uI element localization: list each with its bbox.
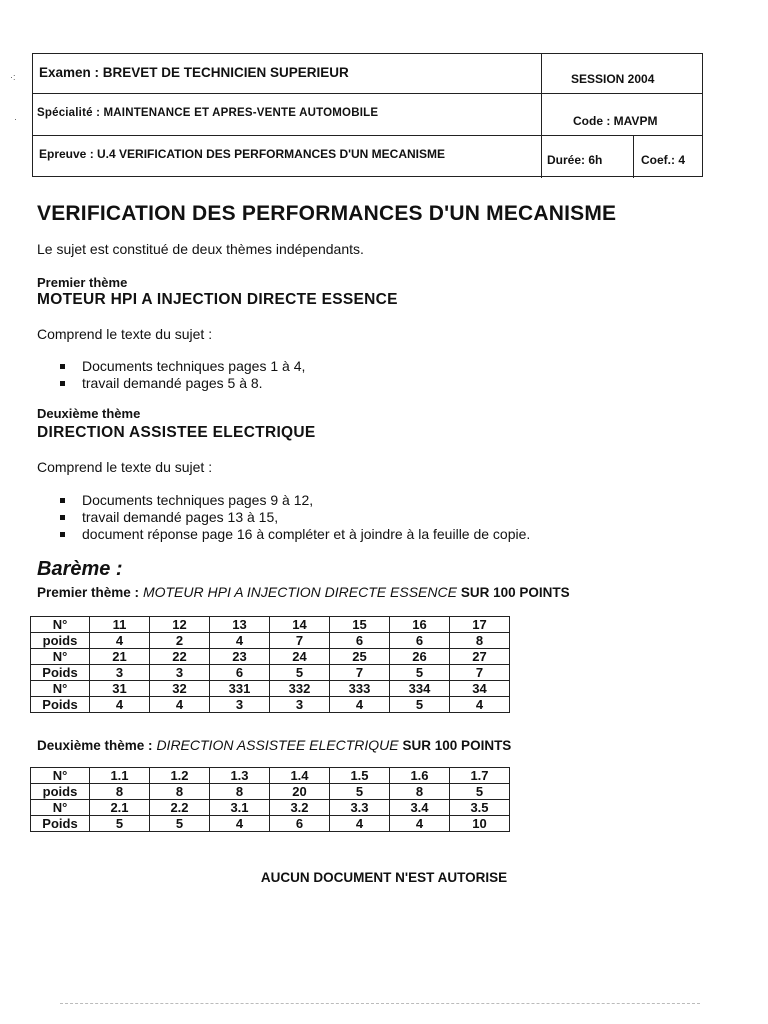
table-row [31, 633, 510, 649]
table-cell: 3 [210, 697, 270, 713]
list-item: travail demandé pages 5 à 8. [58, 375, 305, 392]
list-item: document réponse page 16 à compléter et à joindre à la feuille de copie. [58, 526, 530, 543]
table-cell: 8 [90, 784, 150, 800]
table-cell: 3.4 [390, 800, 450, 816]
table-cell: 3 [270, 697, 330, 713]
bareme-table-theme2 [30, 767, 510, 832]
table-cell: 4 [150, 697, 210, 713]
table-cell: 2.1 [90, 800, 150, 816]
table-cell: 5 [450, 784, 510, 800]
table-cell: 1.5 [330, 768, 390, 784]
table-cell: 1.4 [270, 768, 330, 784]
duree: Durée: 6h [547, 153, 603, 167]
table-cell: 4 [90, 633, 150, 649]
table-cell: 1.2 [150, 768, 210, 784]
table-cell: 14 [270, 617, 330, 633]
table-row [31, 681, 510, 697]
table-cell: 15 [330, 617, 390, 633]
page-title: VERIFICATION DES PERFORMANCES D'UN MECANISME [37, 202, 617, 225]
table-cell: 4 [450, 697, 510, 713]
bareme-theme1-points: SUR 100 POINTS [460, 585, 570, 600]
table-cell: 4 [390, 816, 450, 832]
table-row [31, 665, 510, 681]
bareme-theme2-label: Deuxième thème : [37, 738, 153, 753]
table-cell: 3.5 [450, 800, 510, 816]
row-label-cell: Poids [31, 816, 90, 832]
row-label-cell: N° [31, 768, 90, 784]
specialite: Spécialité : MAINTENANCE ET APRES-VENTE AUTOMOBILE [37, 107, 379, 119]
table-cell: 7 [270, 633, 330, 649]
table-cell: 25 [330, 649, 390, 665]
table-cell: 4 [330, 697, 390, 713]
table-cell: 7 [330, 665, 390, 681]
table-cell: 10 [450, 816, 510, 832]
table-cell: 6 [330, 633, 390, 649]
bareme-title: Barème : [37, 558, 123, 580]
table-cell: 8 [150, 784, 210, 800]
theme2-bullet-list [58, 492, 530, 543]
table-cell: 4 [210, 816, 270, 832]
table-row [31, 649, 510, 665]
theme1-label: Premier thème [37, 275, 128, 290]
table-cell: 2 [150, 633, 210, 649]
table-cell: 26 [390, 649, 450, 665]
table-row [31, 768, 510, 784]
bareme-theme2-line [37, 737, 511, 753]
row-label-cell: Poids [31, 697, 90, 713]
table-cell: 34 [450, 681, 510, 697]
table-row [31, 800, 510, 816]
table-row [31, 697, 510, 713]
table-cell: 5 [150, 816, 210, 832]
table-cell: 8 [450, 633, 510, 649]
table-cell: 5 [390, 665, 450, 681]
table-row [31, 617, 510, 633]
table-cell: 4 [330, 816, 390, 832]
table-cell: 8 [390, 784, 450, 800]
table-cell: 5 [270, 665, 330, 681]
table-cell: 11 [90, 617, 150, 633]
page-bottom-rule [60, 1003, 700, 1004]
row-label-cell: N° [31, 617, 90, 633]
bareme-theme1-label: Premier thème : [37, 585, 140, 600]
table-cell: 32 [150, 681, 210, 697]
table-cell: 3.2 [270, 800, 330, 816]
table-cell: 3 [150, 665, 210, 681]
table-cell: 1.7 [450, 768, 510, 784]
table-cell: 31 [90, 681, 150, 697]
table-cell: 23 [210, 649, 270, 665]
bareme-theme2-points: SUR 100 POINTS [402, 738, 512, 753]
coef: Coef.: 4 [641, 153, 686, 167]
exam-name: Examen : BREVET DE TECHNICIEN SUPERIEUR [39, 65, 349, 80]
row-label-cell: N° [31, 800, 90, 816]
theme2-comprend: Comprend le texte du sujet : [37, 459, 213, 475]
table-cell: 4 [90, 697, 150, 713]
row-label-cell: poids [31, 633, 90, 649]
table-cell: 17 [450, 617, 510, 633]
list-item: travail demandé pages 13 à 15, [58, 509, 530, 526]
table-cell: 5 [330, 784, 390, 800]
row-label-cell: poids [31, 784, 90, 800]
theme1-title: MOTEUR HPI A INJECTION DIRECTE ESSENCE [37, 291, 398, 308]
footer-notice: AUCUN DOCUMENT N'EST AUTORISE [260, 870, 508, 885]
row-label-cell: Poids [31, 665, 90, 681]
table-cell: 331 [210, 681, 270, 697]
table-cell: 333 [330, 681, 390, 697]
intro-text: Le sujet est constitué de deux thèmes indépendants. [37, 241, 364, 257]
table-cell: 332 [270, 681, 330, 697]
table-cell: 2.2 [150, 800, 210, 816]
table-cell: 20 [270, 784, 330, 800]
table-cell: 7 [450, 665, 510, 681]
row-label-cell: N° [31, 681, 90, 697]
session: SESSION 2004 [571, 72, 655, 86]
table-cell: 16 [390, 617, 450, 633]
row-label-cell: N° [31, 649, 90, 665]
table-cell: 22 [150, 649, 210, 665]
bareme-theme2-subject: DIRECTION ASSISTEE ELECTRIQUE [156, 737, 399, 753]
code: Code : MAVPM [573, 114, 658, 128]
list-item: Documents techniques pages 9 à 12, [58, 492, 530, 509]
table-cell: 13 [210, 617, 270, 633]
theme1-comprend: Comprend le texte du sujet : [37, 326, 213, 342]
table-cell: 5 [90, 816, 150, 832]
table-cell: 1.3 [210, 768, 270, 784]
exam-header-box [32, 53, 703, 177]
table-row [31, 816, 510, 832]
table-cell: 5 [390, 697, 450, 713]
bareme-table-theme1 [30, 616, 510, 713]
theme2-title: DIRECTION ASSISTEE ELECTRIQUE [37, 424, 316, 441]
table-cell: 8 [210, 784, 270, 800]
scan-mark: ·: [10, 72, 16, 82]
table-cell: 27 [450, 649, 510, 665]
table-cell: 21 [90, 649, 150, 665]
bareme-theme1-line [37, 584, 570, 600]
table-cell: 1.1 [90, 768, 150, 784]
table-cell: 4 [210, 633, 270, 649]
list-item: Documents techniques pages 1 à 4, [58, 358, 305, 375]
table-cell: 3.3 [330, 800, 390, 816]
bareme-theme1-subject: MOTEUR HPI A INJECTION DIRECTE ESSENCE [142, 584, 457, 600]
epreuve: Epreuve : U.4 VERIFICATION DES PERFORMANCES D'UN MECANISME [39, 147, 446, 161]
table-cell: 12 [150, 617, 210, 633]
scan-mark: · [14, 114, 17, 124]
header-divider [541, 54, 542, 178]
theme2-label: Deuxième thème [37, 406, 141, 421]
theme1-bullet-list [58, 358, 305, 392]
table-cell: 3 [90, 665, 150, 681]
table-cell: 334 [390, 681, 450, 697]
table-cell: 3.1 [210, 800, 270, 816]
table-cell: 6 [390, 633, 450, 649]
table-cell: 6 [270, 816, 330, 832]
table-cell: 24 [270, 649, 330, 665]
table-cell: 1.6 [390, 768, 450, 784]
header-divider [633, 136, 634, 178]
table-cell: 6 [210, 665, 270, 681]
table-row [31, 784, 510, 800]
